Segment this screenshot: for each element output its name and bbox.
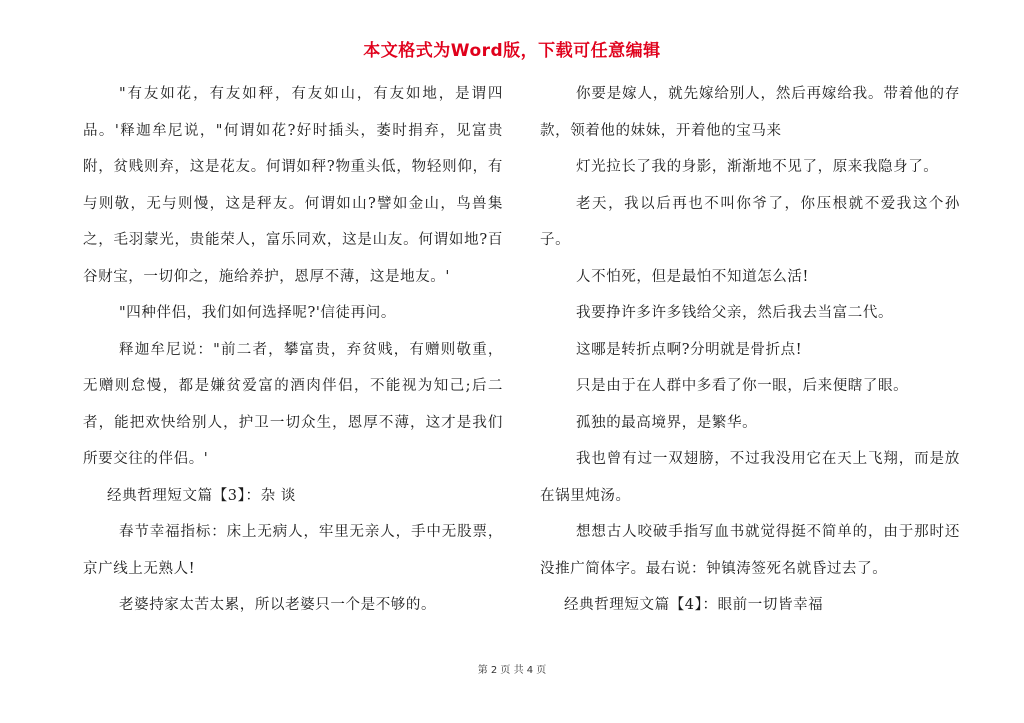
paragraph-death: 人不怕死，但是最怕不知道怎么活! <box>576 268 809 285</box>
paragraph-four-friends: "有友如花，有友如秤，有友如山，有友如地，是谓四品。'释迦牟尼说，"何谓如花?好时插头，萎时捐弃，见富贵附，贫贱则弃，这是花友。何谓如秤?物重头低，物轻则仰，有与则敬，无与则慢，这是秤友。何谓如山?譬如金山，鸟兽集之，毛羽蒙光，贵能荣人，富乐同欢，这是山友。何谓如地?百谷财宝，一切仰之，施给养护，恩厚不薄，这是地友。' <box>83 86 503 285</box>
paragraph-spring-festival: 春节幸福指标：床上无病人，牢里无亲人，手中无股票，京广线上无熟人! <box>83 524 503 577</box>
paragraph-shadow: 灯光拉长了我的身影，渐渐地不见了，原来我隐身了。 <box>576 159 939 175</box>
paragraph-heaven: 老天，我以后再也不叫你爷了，你压根就不爱我这个孙子。 <box>540 195 960 248</box>
paragraph-turning-point: 这哪是转折点啊?分明就是骨折点! <box>576 341 803 358</box>
paragraph-marry: 你要是嫁人，就先嫁给别人，然后再嫁给我。带着他的存款，领着他的妹妹，开着他的宝马来 <box>540 86 960 139</box>
page-footer: 第 2 页 共 4 页 <box>477 665 547 676</box>
left-column <box>83 76 503 624</box>
paragraph-wings: 我也曾有过一双翅膀，不过我没用它在天上飞翔，而是放在锅里炖汤。 <box>540 451 960 504</box>
paragraph-question: "四种伴侣，我们如何选择呢?'信徒再问。 <box>119 305 396 321</box>
paragraph-blood-letter: 想想古人咬破手指写血书就觉得挺不简单的，由于那时还没推广简体字。最右说：钟镇涛签死名就昏过去了。 <box>540 524 960 577</box>
paragraph-loneliness: 孤独的最高境界，是繁华。 <box>576 414 758 431</box>
paragraph-answer: 释迦牟尼说："前二者，攀富贵，弃贫贱，有赠则敬重，无赠则怠慢，都是嫌贫爱富的酒肉伴侣，不能视为知己;后二者，能把欢快给别人，护卫一切众生，恩厚不薄，这才是我们所要交往的伴侣。' <box>83 341 503 467</box>
paragraph-wife: 老婆持家太苦太累，所以老婆只一个是不够的。 <box>119 597 437 613</box>
section-heading-4: 经典哲理短文篇【4】：眼前一切皆幸福 <box>564 597 824 613</box>
section-heading-3: 经典哲理短文篇【3】：杂 谈 <box>107 487 296 504</box>
paragraph-crowd: 只是由于在人群中多看了你一眼，后来便瞎了眼。 <box>576 378 909 394</box>
document-banner: 本文格式为Word版，下载可任意编辑 <box>363 41 661 61</box>
paragraph-money: 我要挣许多许多钱给父亲，然后我去当富二代。 <box>576 305 894 321</box>
right-column <box>540 76 960 624</box>
